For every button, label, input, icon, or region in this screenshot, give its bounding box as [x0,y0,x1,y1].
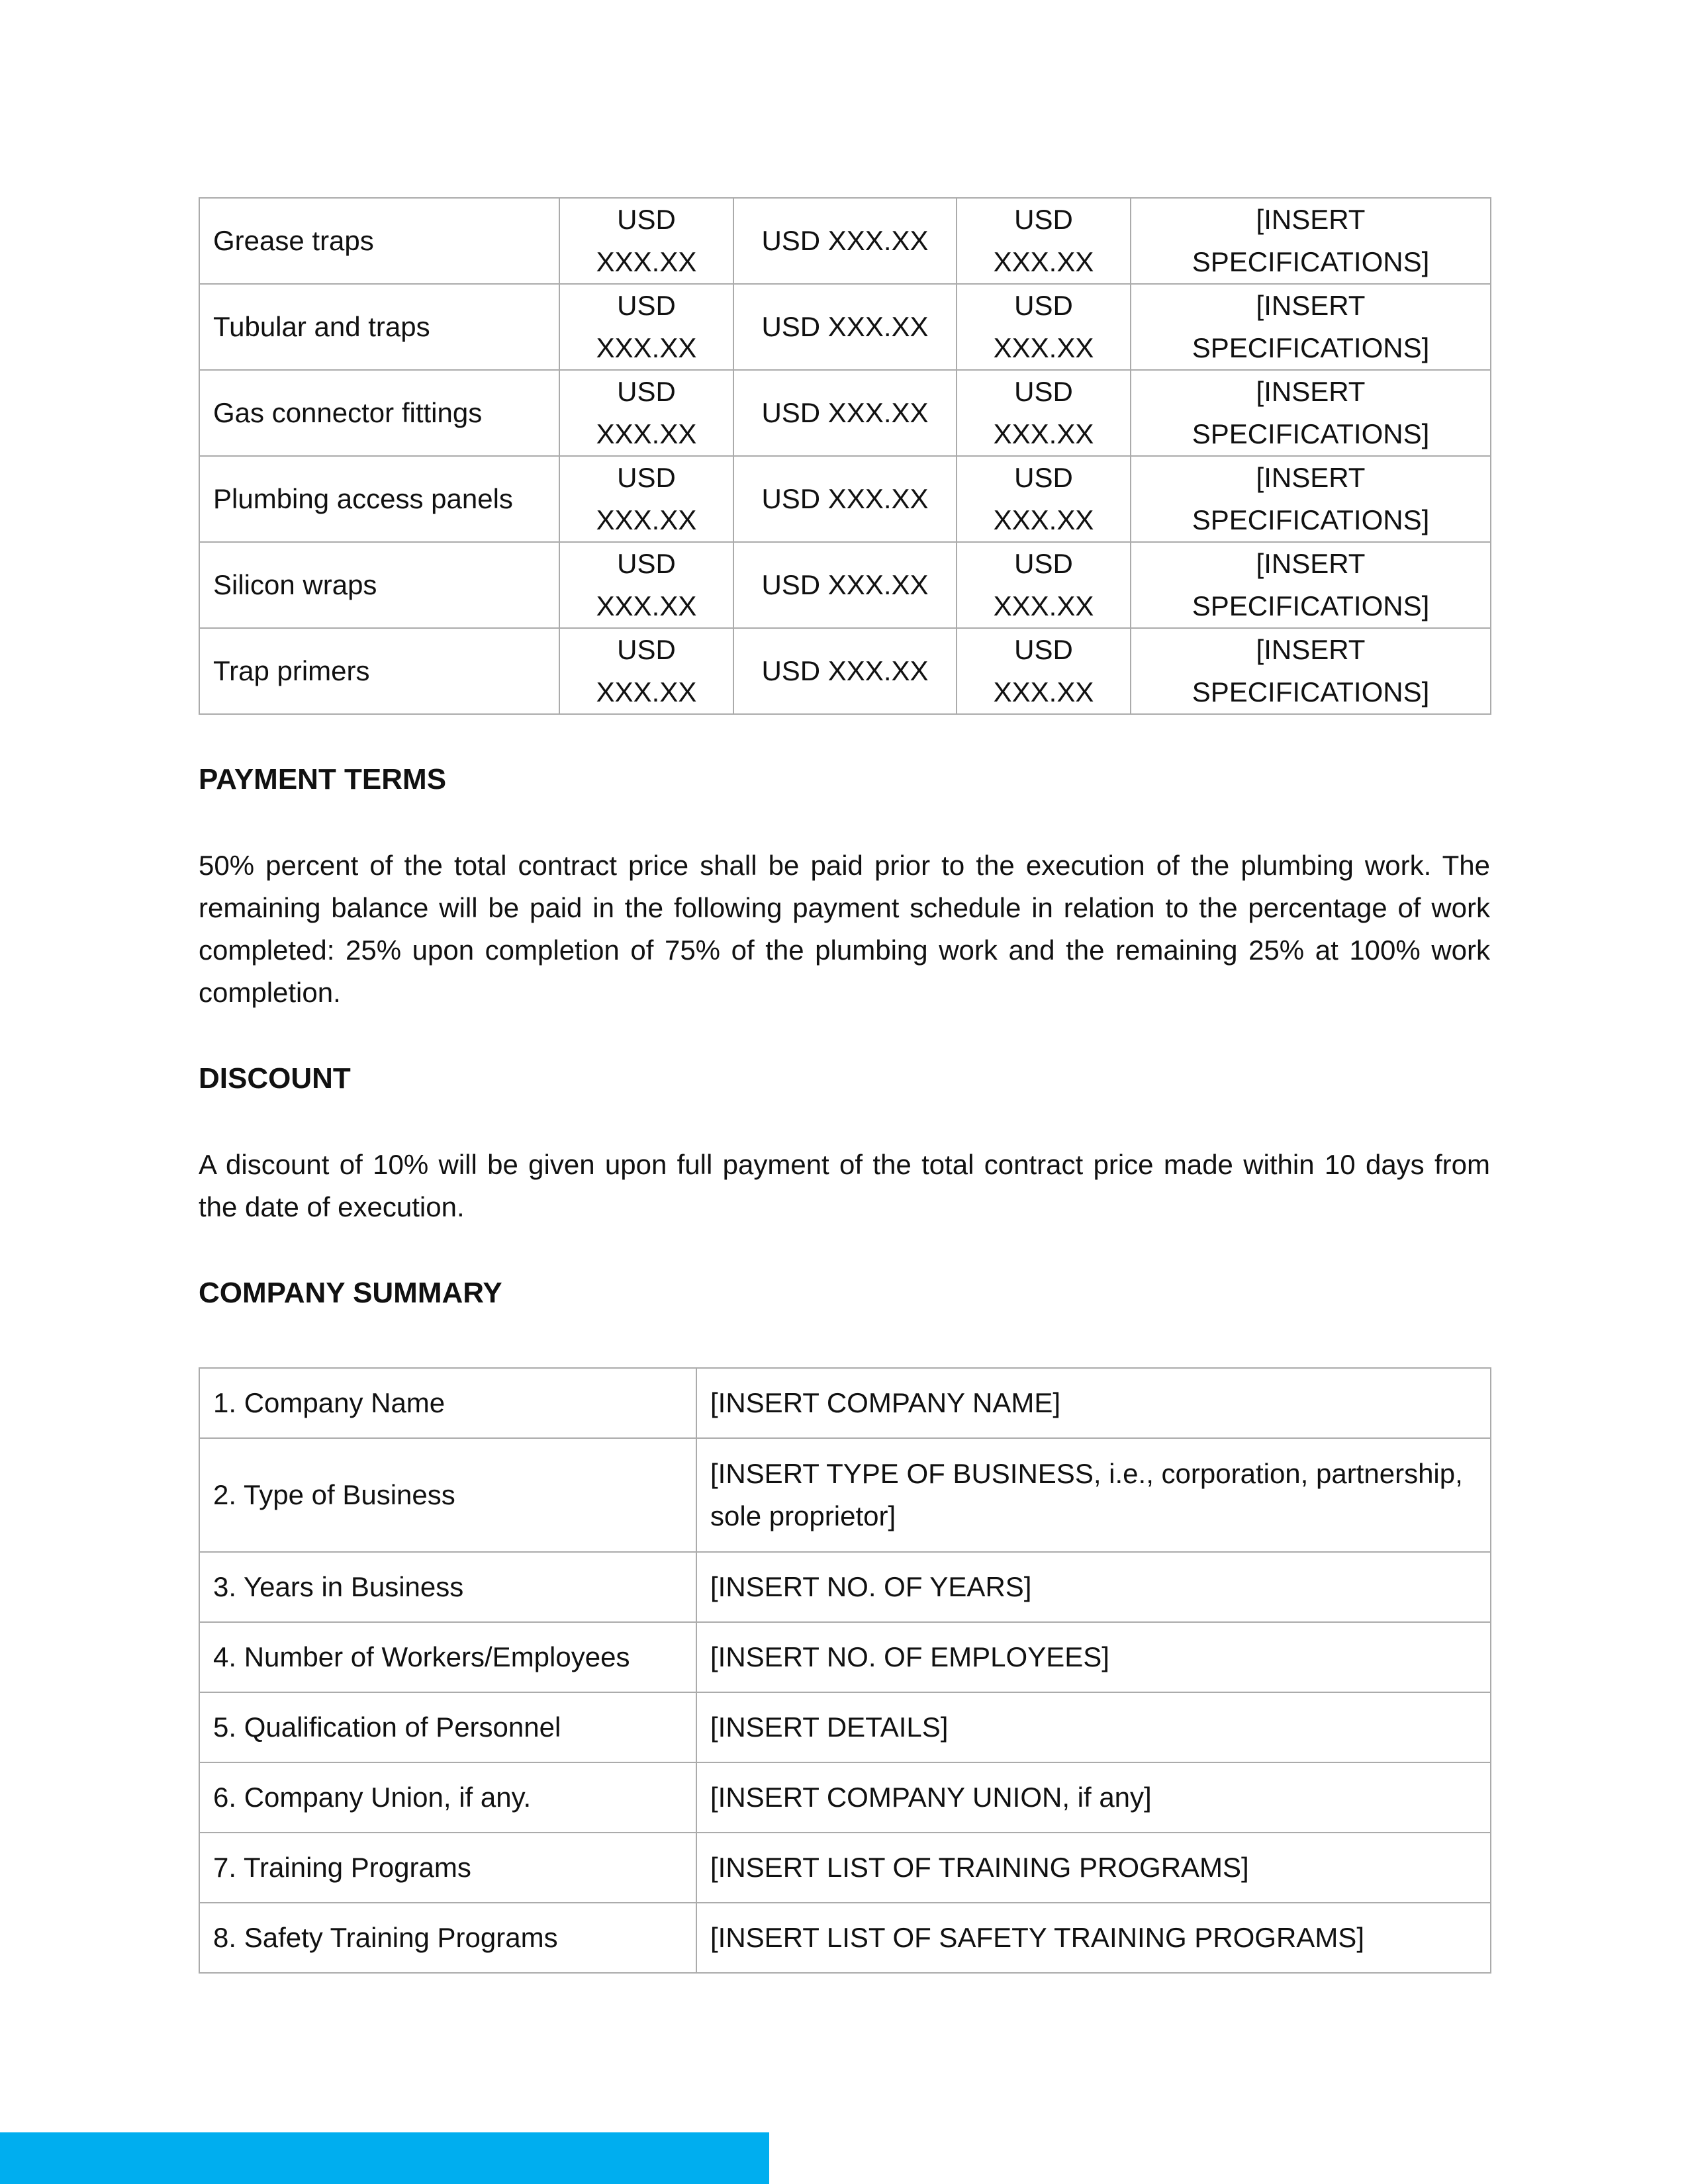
table-row [199,628,1491,714]
payment-terms-paragraph: 50% percent of the total contract price shall be paid prior to the execution of the plumbing work. The remaining balance will be paid in the following payment schedule in relation to the percentage of work completed: 25% upon completion of 75% of the plumbing work and the remaining 25% at 100% work completion. [199,850,1490,1008]
summary-label-cell: 6. Company Union, if any. [199,1762,696,1833]
payment-terms-heading: PAYMENT TERMS [199,763,447,796]
specification-cell: [INSERT SPECIFICATIONS] [1131,198,1491,284]
price-cell: USD XXX.XX [733,456,957,542]
price-cell: USD XXX.XX [733,542,957,628]
specification-cell: [INSERT SPECIFICATIONS] [1131,456,1491,542]
price-cell: USD XXX.XX [733,628,957,714]
price-cell: USD XXX.XX [559,370,733,456]
company-summary-heading: COMPANY SUMMARY [199,1277,502,1309]
summary-value-cell: [INSERT TYPE OF BUSINESS, i.e., corporation, partnership, sole proprietor] [696,1438,1491,1552]
price-cell: USD XXX.XX [957,198,1131,284]
specification-cell: [INSERT SPECIFICATIONS] [1131,628,1491,714]
summary-value-cell: [INSERT COMPANY UNION, if any] [696,1762,1491,1833]
summary-value-cell: [INSERT LIST OF TRAINING PROGRAMS] [696,1833,1491,1903]
item-name-cell: Grease traps [199,198,559,284]
item-name-cell: Plumbing access panels [199,456,559,542]
price-cell: USD XXX.XX [733,284,957,370]
price-cell: USD XXX.XX [957,284,1131,370]
table-row [199,1368,1491,1438]
summary-label-cell: 4. Number of Workers/Employees [199,1622,696,1692]
discount-heading: DISCOUNT [199,1062,351,1095]
price-cell: USD XXX.XX [733,198,957,284]
pricing-table [199,197,1491,715]
price-cell: USD XXX.XX [733,370,957,456]
specification-cell: [INSERT SPECIFICATIONS] [1131,284,1491,370]
table-row [199,1903,1491,1973]
table-row [199,1762,1491,1833]
item-name-cell: Trap primers [199,628,559,714]
table-row [199,456,1491,542]
summary-label-cell: 2. Type of Business [199,1438,696,1552]
table-row [199,1552,1491,1622]
table-row [199,542,1491,628]
summary-value-cell: [INSERT NO. OF EMPLOYEES] [696,1622,1491,1692]
price-cell: USD XXX.XX [559,284,733,370]
summary-label-cell: 1. Company Name [199,1368,696,1438]
document-page [199,197,1490,1974]
price-cell: USD XXX.XX [957,456,1131,542]
summary-label-cell: 5. Qualification of Personnel [199,1692,696,1762]
summary-value-cell: [INSERT DETAILS] [696,1692,1491,1762]
summary-value-cell: [INSERT LIST OF SAFETY TRAINING PROGRAMS] [696,1903,1491,1973]
price-cell: USD XXX.XX [559,456,733,542]
price-cell: USD XXX.XX [957,628,1131,714]
price-cell: USD XXX.XX [559,198,733,284]
table-row [199,1438,1491,1552]
discount-paragraph: A discount of 10% will be given upon full payment of the total contract price made within 10 days from the date of execution. [199,1149,1490,1222]
summary-value-cell: [INSERT COMPANY NAME] [696,1368,1491,1438]
table-row [199,1622,1491,1692]
summary-label-cell: 7. Training Programs [199,1833,696,1903]
footer-accent-bar [0,2132,769,2184]
summary-label-cell: 3. Years in Business [199,1552,696,1622]
item-name-cell: Silicon wraps [199,542,559,628]
specification-cell: [INSERT SPECIFICATIONS] [1131,370,1491,456]
specification-cell: [INSERT SPECIFICATIONS] [1131,542,1491,628]
item-name-cell: Tubular and traps [199,284,559,370]
summary-value-cell: [INSERT NO. OF YEARS] [696,1552,1491,1622]
summary-label-cell: 8. Safety Training Programs [199,1903,696,1973]
price-cell: USD XXX.XX [559,542,733,628]
price-cell: USD XXX.XX [957,542,1131,628]
table-row [199,198,1491,284]
price-cell: USD XXX.XX [957,370,1131,456]
price-cell: USD XXX.XX [559,628,733,714]
table-row [199,284,1491,370]
item-name-cell: Gas connector fittings [199,370,559,456]
table-row [199,1833,1491,1903]
company-summary-table [199,1367,1491,1974]
table-row [199,370,1491,456]
table-row [199,1692,1491,1762]
